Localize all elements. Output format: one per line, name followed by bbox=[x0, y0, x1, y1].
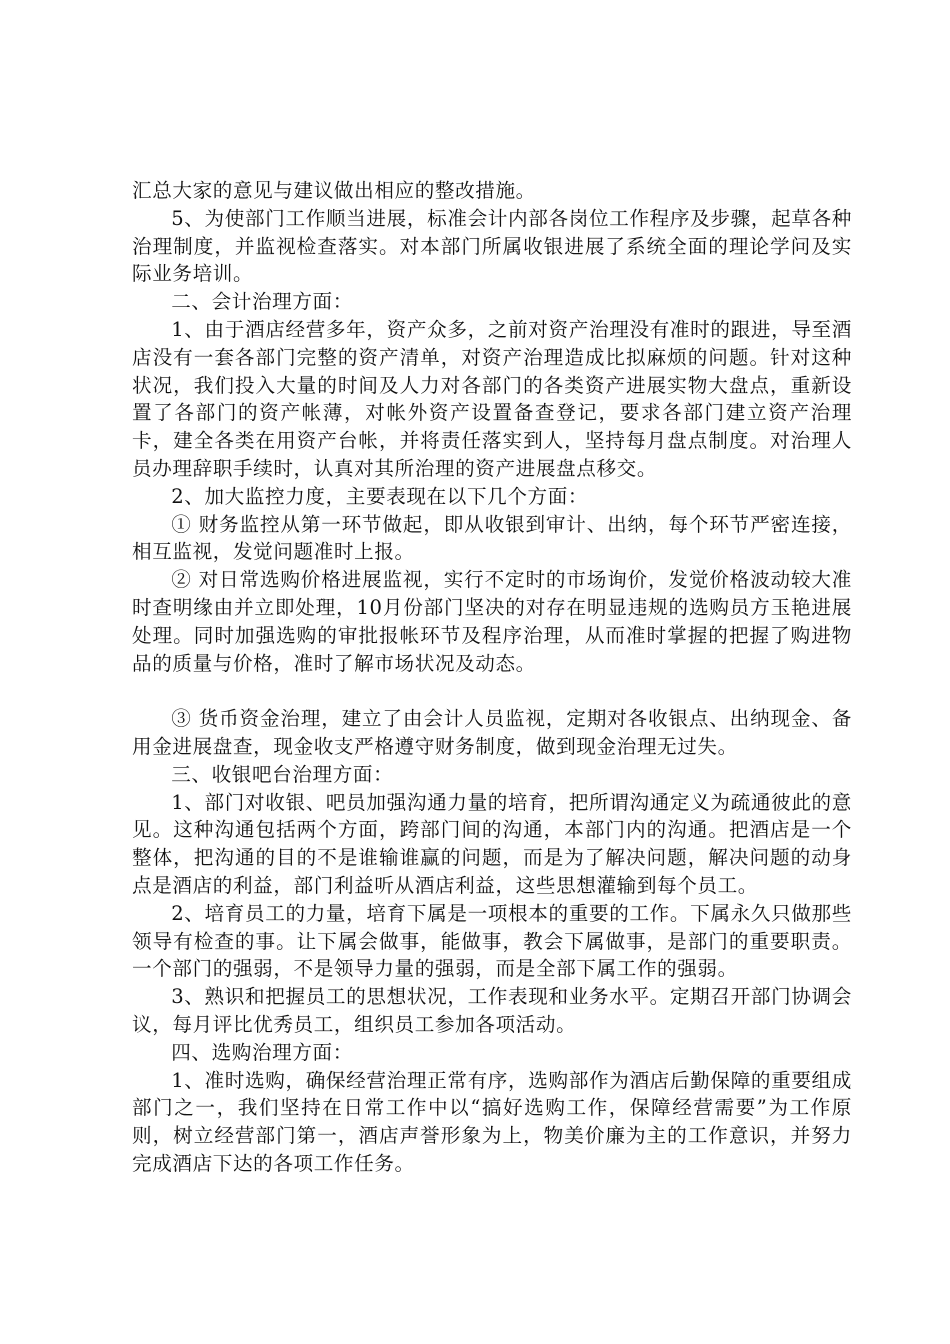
document-body bbox=[132, 177, 852, 1178]
section-heading: 四、选购治理方面： bbox=[171, 1040, 353, 1064]
paragraph: ③ 货币资金治理，建立了由会计人员监视，定期对各收银点、出纳现金、备用金进展盘查，现金收支严格遵守财务制度，做到现金治理无过失。 bbox=[132, 707, 852, 758]
paragraph: 2、培育员工的力量，培育下属是一项根本的重要的工作。下属永久只做那些领导有检查的事。让下属会做事，能做事，教会下属做事，是部门的重要职责。一个部门的强弱，不是领导力量的强弱，而是全部下属工作的强弱。 bbox=[132, 901, 852, 981]
section-heading: 二、会计治理方面： bbox=[171, 290, 353, 314]
paragraph: 5、为使部门工作顺当进展，标准会计内部各岗位工作程序及步骤，起草各种治理制度，并监视检查落实。对本部门所属收银进展了系统全面的理论学问及实际业务培训。 bbox=[132, 206, 852, 286]
paragraph: 1、部门对收银、吧员加强沟通力量的培育，把所谓沟通定义为疏通彼此的意见。这种沟通包括两个方面，跨部门间的沟通，本部门内的沟通。把酒店是一个整体，把沟通的目的不是谁输谁赢的问题，而是为了解决问题，解决问题的动身点是酒店的利益，部门利益听从酒店利益，这些思想灌输到每个员工。 bbox=[132, 790, 852, 897]
paragraph: ① 财务监控从第一环节做起，即从收银到审计、出纳，每个环节严密连接，相互监视，发觉问题准时上报。 bbox=[132, 512, 852, 564]
paragraph: 2、加大监控力度，主要表现在以下几个方面： bbox=[171, 484, 589, 508]
paragraph: 汇总大家的意见与建议做出相应的整改措施。 bbox=[132, 179, 536, 202]
paragraph: ② 对日常选购价格进展监视，实行不定时的市场询价，发觉价格波动较大准时查明缘由并立即处理，10月份部门坚决的对存在明显违规的选购员方玉艳进展处理。同时加强选购的审批报帐环节及程序治理，从而准时掌握的把握了购进物品的质量与价格，准时了解市场状况及动态。 bbox=[132, 568, 852, 675]
section-heading: 三、收银吧台治理方面： bbox=[171, 762, 394, 786]
paragraph: 3、熟识和把握员工的思想状况，工作表现和业务水平。定期召开部门协调会议，每月评比优秀员工，组织员工参加各项活动。 bbox=[132, 985, 852, 1036]
paragraph: 1、由于酒店经营多年，资产众多，之前对资产治理没有准时的跟进，导至酒店没有一套各部门完整的资产清单，对资产治理造成比拟麻烦的问题。针对这种状况，我们投入大量的时间及人力对各部门的各类资产进展实物大盘点，重新设置了各部门的资产帐薄，对帐外资产设置备查登记，要求各部门建立资产治理卡，建全各类在用资产台帐，并将责任落实到人，坚持每月盘点制度。对治理人员办理辞职手续时，认真对其所治理的资产进展盘点移交。 bbox=[132, 317, 852, 480]
paragraph: 1、准时选购，确保经营治理正常有序，选购部作为酒店后勤保障的重要组成部门之一，我们坚持在日常工作中以“搞好选购工作，保障经营需要”为工作原则，树立经营部门第一，酒店声誉形象为上，物美价廉为主的工作意识，并努力完成酒店下达的各项工作任务。 bbox=[132, 1068, 852, 1175]
paragraph-gap bbox=[132, 677, 852, 705]
